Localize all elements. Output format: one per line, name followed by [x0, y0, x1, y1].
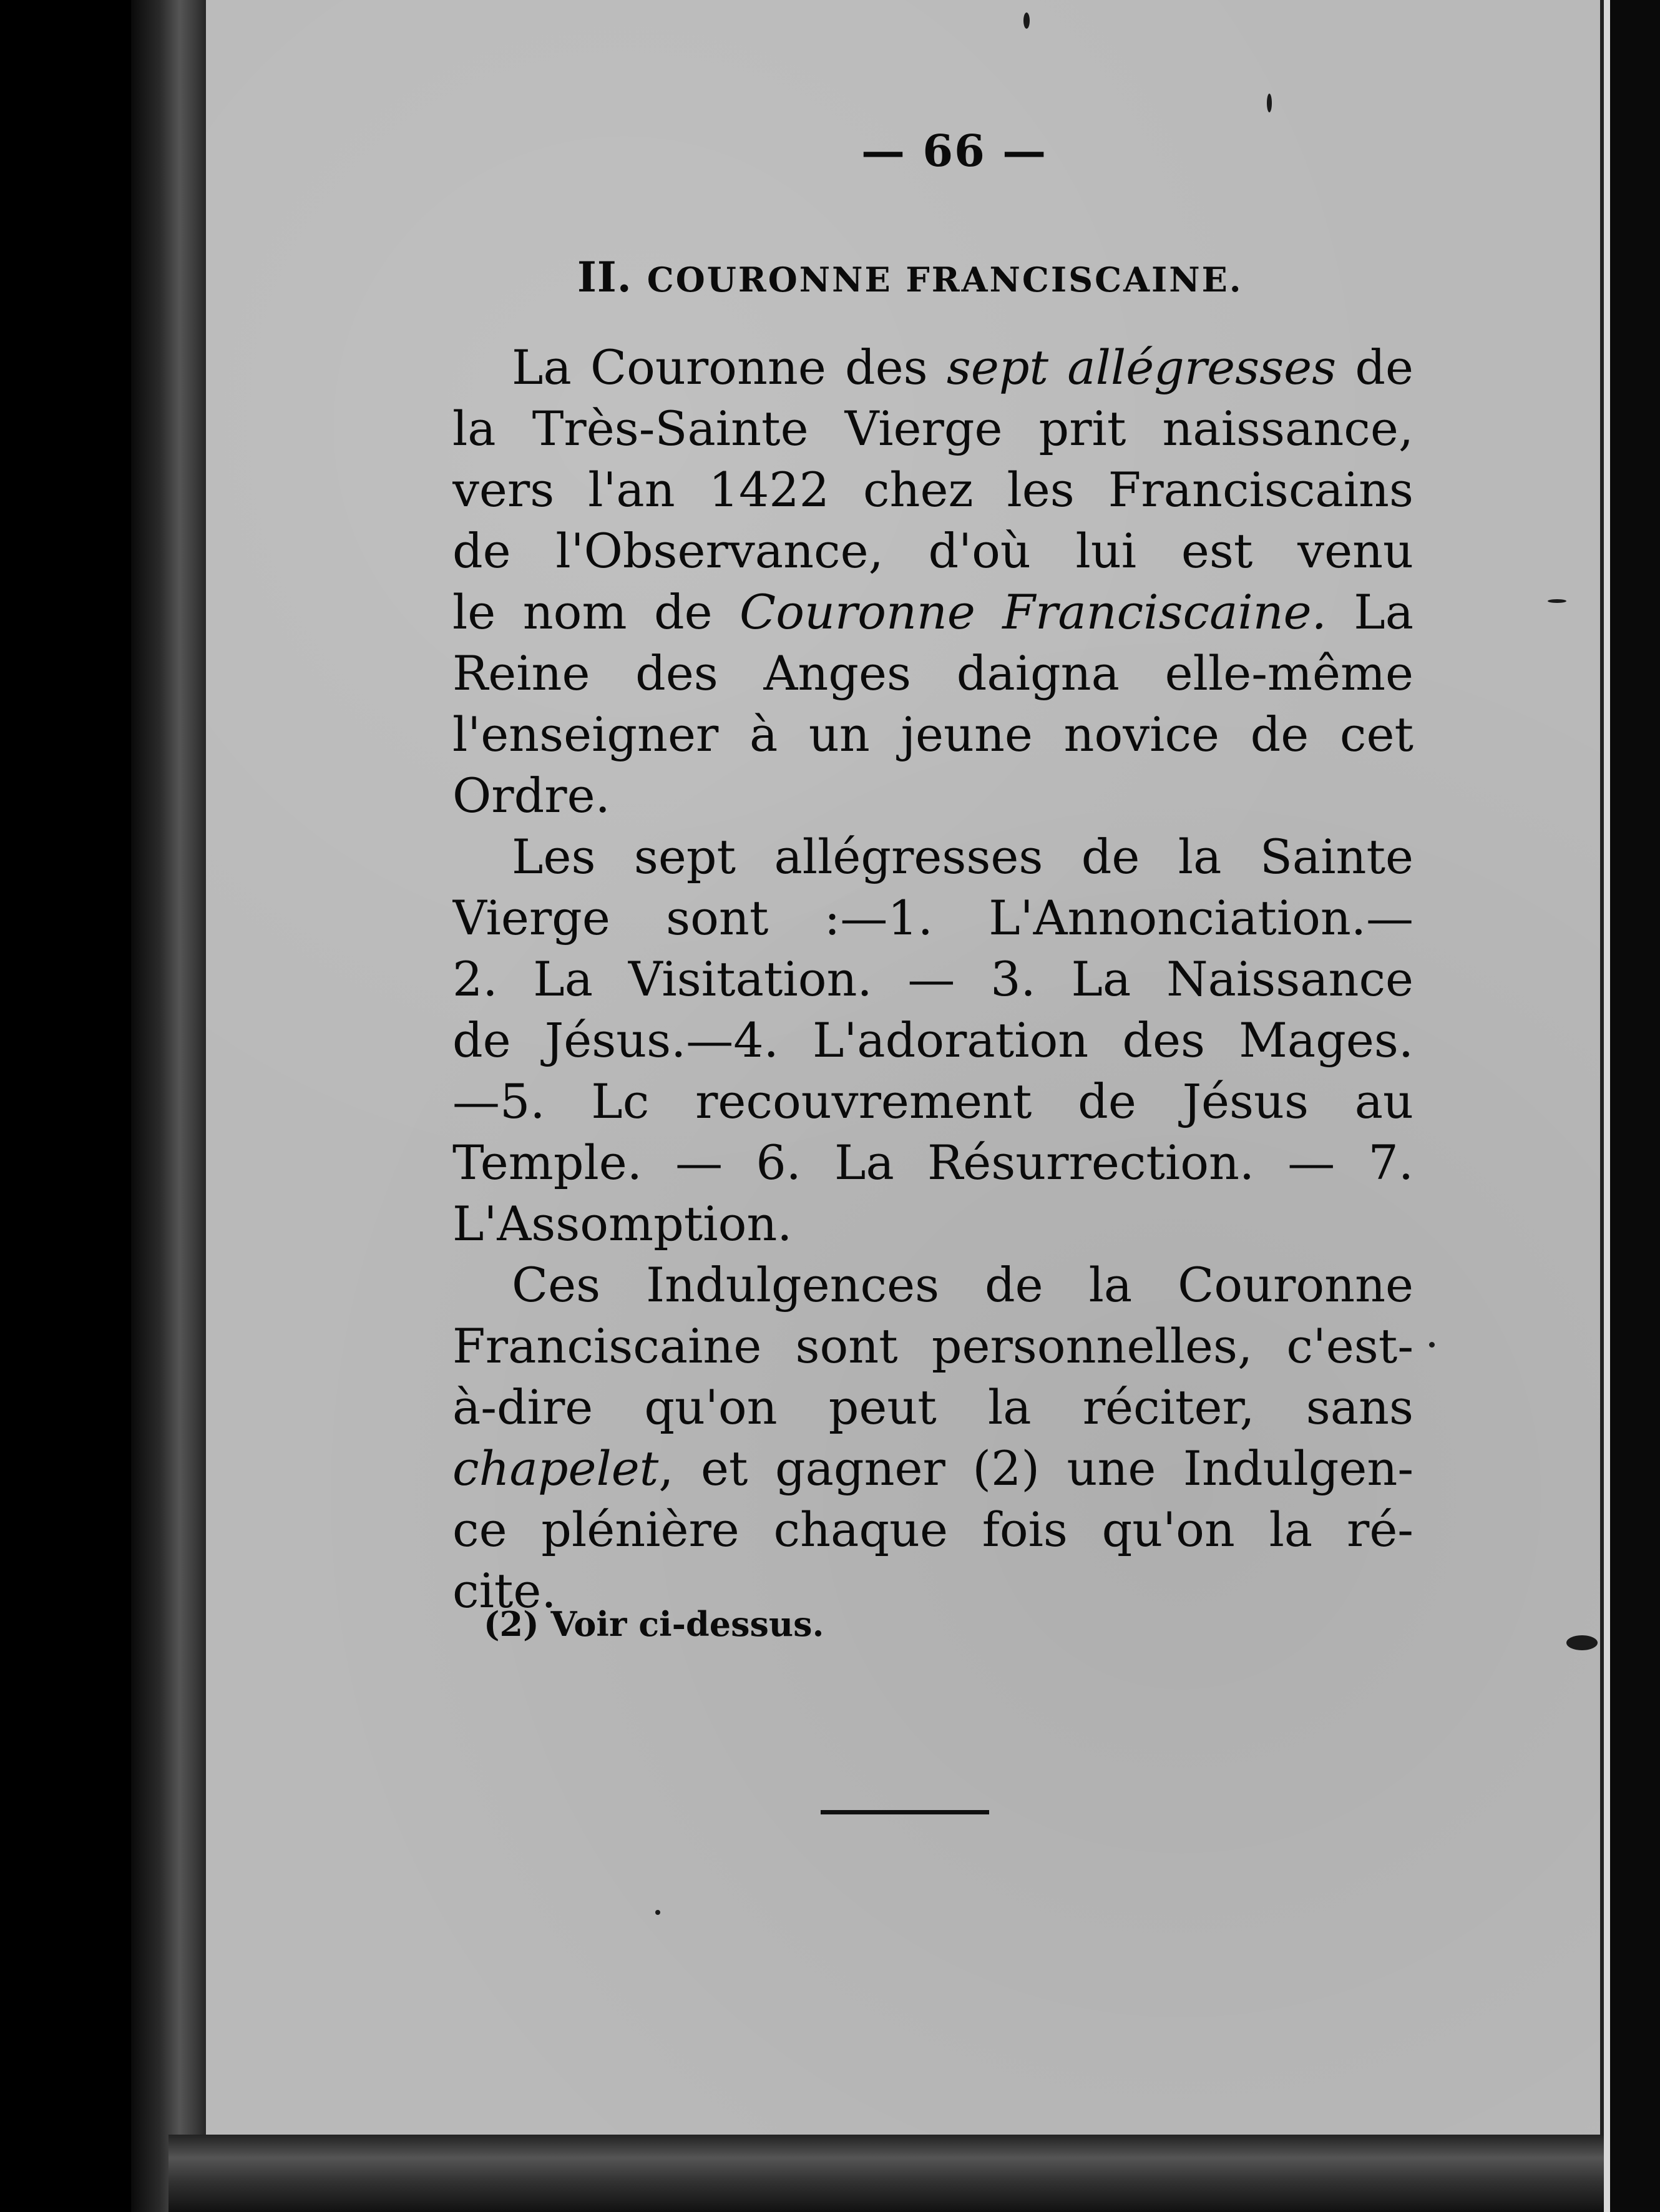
text-run: 2. La Visitation. — 3. La Naissance: [452, 951, 1413, 1007]
text-line: [452, 1377, 1413, 1438]
text-line: [452, 459, 1413, 521]
text-line: [452, 1010, 1413, 1071]
text-line: [452, 1071, 1413, 1132]
text-run: Reine des Anges daigna elle-même: [452, 645, 1413, 701]
text-run: —5. Lc recouvrement de Jésus au: [452, 1074, 1413, 1129]
text-run: le nom de: [452, 584, 740, 640]
text-run: La: [1326, 584, 1413, 640]
text-run: de l'Observance, d'où lui est venu: [452, 523, 1413, 579]
scan-speck: [1548, 599, 1566, 603]
text-run: , et gagner (2) une Indulgen-: [658, 1441, 1413, 1496]
text-line: [452, 1255, 1413, 1316]
text-line: [452, 888, 1413, 949]
page-bottom-edge: [168, 2135, 1604, 2212]
scan-speck: [1267, 94, 1272, 112]
text-run: cite.: [452, 1563, 557, 1618]
scan-speck: [1566, 1635, 1598, 1650]
text-run: L'Assomption.: [452, 1196, 793, 1251]
left-binding-edge: [131, 0, 212, 2212]
heading-title: COURONNE FRANCISCAINE.: [647, 260, 1243, 300]
scan-speck: [1023, 12, 1030, 29]
italic-text: chapelet: [452, 1441, 659, 1496]
scan-speck: [1429, 1342, 1435, 1348]
footnote: (2) Voir ci-dessus.: [484, 1604, 824, 1644]
text-run: Les sept allégresses de la Sainte: [512, 829, 1413, 884]
scan-speck: [655, 1910, 660, 1915]
text-line: [452, 1438, 1413, 1499]
text-run: Ordre.: [452, 768, 610, 823]
text-run: Temple. — 6. La Résurrection. — 7.: [452, 1135, 1413, 1190]
text-run: Ces Indulgences de la Couronne: [512, 1257, 1413, 1313]
text-line: [452, 1132, 1413, 1193]
text-run: de Jésus.—4. L'adoration des Mages.: [452, 1012, 1413, 1068]
text-run: de: [1336, 340, 1413, 395]
text-line: [452, 1499, 1413, 1560]
text-line: [452, 521, 1413, 582]
italic-text: sept allégresses: [946, 340, 1337, 395]
text-line: [452, 398, 1413, 459]
text-line: [452, 643, 1413, 704]
text-run: ce plénière chaque fois qu'on la ré-: [452, 1502, 1413, 1557]
section-heading: [577, 253, 1243, 301]
text-line: [452, 765, 1413, 826]
text-line: [452, 704, 1413, 765]
text-run: Vierge sont :—1. L'Annonciation.—: [452, 890, 1413, 946]
heading-roman-numeral: II.: [577, 253, 632, 301]
text-line: [452, 582, 1413, 643]
text-run: la Très-Sainte Vierge prit naissance,: [452, 401, 1413, 456]
text-run: l'enseigner à un jeune novice de cet: [452, 707, 1413, 762]
page-number: — 66 —: [861, 125, 1048, 177]
text-line: [452, 1193, 1413, 1255]
text-run: La Couronne des: [512, 340, 947, 395]
right-page-edge: [1604, 0, 1660, 2212]
text-run: vers l'an 1422 chez les Franciscains: [452, 462, 1413, 517]
italic-text: Couronne Franciscaine.: [740, 584, 1327, 640]
text-run: Franciscaine sont personnelles, c'est-: [452, 1318, 1413, 1374]
body-text: [452, 337, 1413, 1622]
text-line: [452, 337, 1413, 398]
text-line: [452, 826, 1413, 888]
end-rule: [821, 1810, 989, 1814]
text-line: [452, 1316, 1413, 1377]
text-line: [452, 949, 1413, 1010]
text-run: à-dire qu'on peut la réciter, sans: [452, 1379, 1413, 1435]
